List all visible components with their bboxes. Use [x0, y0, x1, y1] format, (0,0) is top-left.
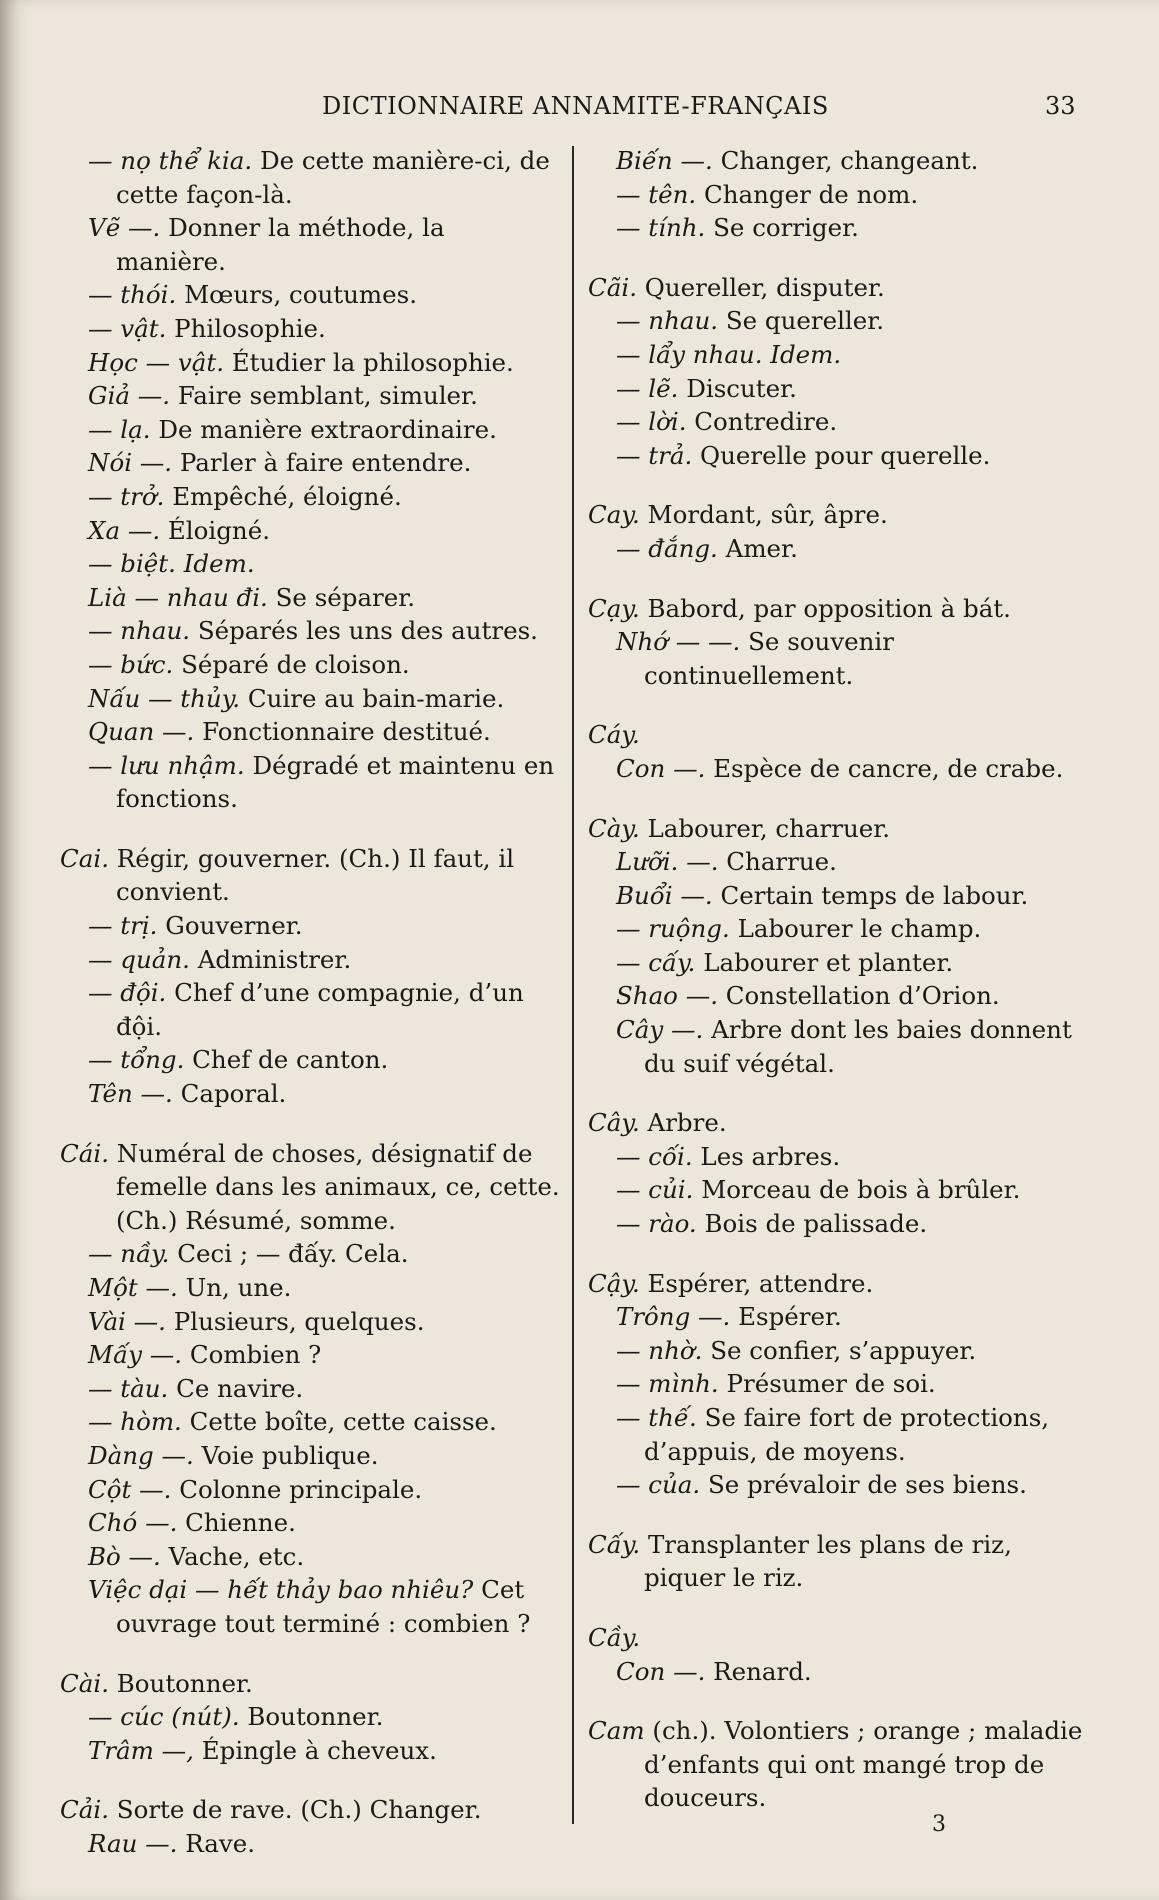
entry-definition: Babord, par opposition à bát.	[647, 593, 1011, 623]
entry-definition: Chienne.	[185, 1508, 296, 1538]
left-column	[60, 144, 560, 1861]
sub-entry	[588, 1300, 1088, 1334]
entry-term: — cấy.	[616, 947, 696, 977]
entry-definition: Philosophie.	[174, 313, 326, 343]
sub-entry	[588, 752, 1088, 786]
headword-entry	[60, 1793, 560, 1827]
entry-term: Cạy.	[588, 593, 640, 623]
entry-definition: Discuter.	[686, 373, 797, 403]
entry-definition: Labourer le champ.	[737, 914, 982, 944]
entry-definition: Dégradé et maintenu en fonctions.	[116, 750, 555, 814]
entry-term: Trâm —,	[88, 1735, 194, 1765]
entry-term: — đội.	[88, 978, 167, 1008]
entry-definition: Se séparer.	[275, 582, 416, 612]
entry-term: — lưu nhậm.	[88, 750, 245, 780]
sub-entry	[60, 346, 560, 380]
sub-entry	[60, 1506, 560, 1540]
entry-term: Cày.	[588, 813, 640, 843]
entry-definition: Gouverner.	[165, 911, 303, 941]
sub-entry	[588, 532, 1088, 566]
sub-entry	[588, 178, 1088, 212]
entry-definition: Se confier, s’appuyer.	[710, 1335, 977, 1365]
entry-term: Nhớ — —.	[616, 627, 741, 657]
entry-term: Cai.	[60, 843, 109, 873]
entry-definition: Combien ?	[189, 1340, 322, 1370]
entry-gap	[60, 816, 560, 842]
entry-definition: Chef de canton.	[192, 1045, 389, 1075]
entry-definition: Espérer.	[738, 1302, 842, 1332]
entry-gap	[588, 1595, 1088, 1621]
headword-entry	[588, 271, 1088, 305]
entry-term: — lời.	[616, 407, 687, 437]
entry-term: Nói —.	[88, 448, 173, 478]
sub-entry	[588, 144, 1088, 178]
headword-entry	[588, 812, 1088, 846]
entry-definition: Labourer, charruer.	[647, 813, 891, 843]
entry-definition: Rave.	[185, 1828, 256, 1858]
entry-term: Cầy.	[588, 1622, 641, 1652]
sub-entry	[60, 1305, 560, 1339]
entry-definition: Cette boîte, cette caisse.	[189, 1407, 497, 1437]
sub-entry	[588, 1655, 1088, 1689]
headword-entry	[588, 592, 1088, 626]
right-column	[588, 144, 1088, 1815]
sub-entry	[588, 1367, 1088, 1401]
entry-definition: Chef d’une compagnie, d’un đội.	[116, 978, 524, 1041]
entry-definition: Querelle pour querelle.	[700, 440, 991, 470]
sub-entry	[588, 879, 1088, 913]
sub-entry	[588, 1401, 1088, 1468]
entry-term: Nấu — thủy.	[88, 683, 241, 713]
entry-term: — củi.	[616, 1175, 694, 1205]
entry-definition: Numéral de choses, désignatif de femelle dans les animaux, ce, cette. (Ch.) Résumé, somme.	[116, 1138, 560, 1235]
entry-term: — tên.	[616, 179, 697, 209]
headword-entry	[588, 1621, 1088, 1655]
sub-entry	[588, 1207, 1088, 1241]
entry-definition: Voie publique.	[201, 1440, 379, 1470]
entry-term: Việc dại — hết thảy bao nhiêu?	[88, 1575, 474, 1605]
entry-term: Dàng —.	[88, 1440, 194, 1470]
headword-entry	[588, 718, 1088, 752]
entry-gap	[588, 1502, 1088, 1528]
entry-definition: Arbre.	[647, 1108, 727, 1138]
sub-entry	[588, 845, 1088, 879]
entry-definition: Se prévaloir de ses biens.	[707, 1470, 1027, 1500]
entry-term: Một —.	[88, 1273, 178, 1302]
sub-entry	[60, 1372, 560, 1406]
entry-definition: Labourer et planter.	[703, 947, 954, 977]
entry-term: — lạ.	[88, 414, 151, 444]
entry-definition: Séparé de cloison.	[181, 649, 410, 679]
entry-term: — thế.	[616, 1403, 697, 1432]
sub-entry	[588, 1334, 1088, 1368]
entry-definition: Se corriger.	[713, 213, 859, 243]
sub-entry	[60, 1439, 560, 1473]
entry-definition: De manière extraordinaire.	[158, 414, 497, 444]
entry-definition: Caporal.	[180, 1079, 287, 1109]
entry-gap	[588, 245, 1088, 271]
entry-definition: Mordant, sûr, âpre.	[647, 500, 888, 530]
headword-entry	[60, 1137, 560, 1238]
entry-definition: Morceau de bois à brûler.	[701, 1175, 1021, 1205]
entry-term: — ruộng.	[616, 914, 730, 944]
entry-term: Vẽ —.	[88, 213, 161, 243]
entry-term: Biến —.	[616, 146, 713, 175]
entry-definition: De cette manière-ci, de cette façon-là.	[116, 146, 550, 209]
entry-definition: Ceci ; — đấy. Cela.	[177, 1239, 409, 1269]
entry-term: Học — vật.	[88, 347, 224, 377]
entry-term: — lẩy nhau.	[616, 339, 763, 369]
sub-entry	[60, 943, 560, 977]
entry-term: Vài —.	[88, 1306, 166, 1336]
entry-definition: Renard.	[713, 1656, 812, 1686]
entry-definition: Fonctionnaire destitué.	[202, 717, 491, 747]
entry-definition: Charrue.	[726, 847, 837, 877]
entry-term: — của.	[616, 1470, 701, 1500]
sub-entry	[60, 480, 560, 514]
entry-definition: Transplanter les plans de riz, piquer le riz.	[644, 1529, 1012, 1593]
sub-entry	[60, 514, 560, 548]
entry-definition: Donner la méthode, la manière.	[116, 213, 445, 276]
entry-definition: Contredire.	[694, 407, 838, 437]
entry-definition: Se faire fort de protections, d’appuis, de moyens.	[644, 1403, 1050, 1466]
sub-entry	[60, 715, 560, 749]
sub-entry	[60, 413, 560, 447]
entry-term: — tổng.	[88, 1045, 185, 1075]
entry-term: — hòm.	[88, 1407, 182, 1437]
entry-definition: Amer.	[725, 533, 798, 563]
entry-term: — nhau.	[616, 306, 719, 336]
sub-entry	[60, 446, 560, 480]
sub-entry	[60, 1077, 560, 1111]
entry-definition: Étudier la philosophie.	[231, 347, 514, 377]
entry-gap	[588, 786, 1088, 812]
entry-term: — nầy.	[88, 1239, 170, 1269]
signature-mark: 3	[932, 1812, 946, 1837]
entry-term: — mình.	[616, 1369, 719, 1399]
entry-term: — bức.	[88, 649, 174, 679]
entry-definition: Séparés les uns des autres.	[197, 616, 538, 646]
entry-definition: Vache, etc.	[168, 1541, 305, 1571]
sub-entry	[588, 1173, 1088, 1207]
sub-entry	[588, 1140, 1088, 1174]
entry-term: — cúc (nút).	[88, 1702, 240, 1732]
entry-term: — thói.	[88, 280, 177, 310]
column-divider	[572, 146, 574, 1824]
entry-term: Chó —.	[88, 1508, 178, 1538]
entry-term: Buổi —.	[616, 880, 713, 910]
entry-term: Cam	[588, 1716, 645, 1746]
headword-entry	[588, 1528, 1088, 1595]
entry-definition: Changer de nom.	[704, 179, 919, 209]
sub-entry	[60, 909, 560, 943]
entry-term: Cột —.	[88, 1474, 172, 1504]
entry-term: — trả.	[616, 440, 693, 470]
entry-term: Cáy.	[588, 720, 640, 750]
entry-term: — cối.	[616, 1141, 693, 1171]
entry-gap	[588, 1080, 1088, 1106]
entry-definition: Cuire au bain-marie.	[247, 683, 505, 713]
entry-term: — nhau.	[88, 616, 191, 646]
sub-entry	[60, 976, 560, 1043]
sub-entry	[588, 304, 1088, 338]
entry-term: Cậy.	[588, 1268, 640, 1298]
entry-definition: Idem.	[183, 549, 255, 579]
entry-definition: Arbre dont les baies donnent du suif végétal.	[644, 1015, 1072, 1078]
entry-definition: Boutonner.	[116, 1668, 253, 1698]
entry-definition: Empêché, éloigné.	[172, 481, 402, 511]
entry-term: — đắng.	[616, 533, 718, 563]
entry-term: — trở.	[88, 481, 165, 511]
entry-definition: Éloigné.	[167, 515, 270, 545]
sub-entry	[60, 749, 560, 816]
entry-definition: Ce navire.	[176, 1373, 304, 1403]
entry-term: — nọ thể kia.	[88, 146, 253, 175]
entry-definition: Plusieurs, quelques.	[173, 1306, 425, 1336]
entry-definition: Administrer.	[197, 944, 352, 974]
entry-definition: Épingle à cheveux.	[201, 1735, 437, 1765]
sub-entry	[60, 1271, 560, 1305]
entry-gap	[60, 1767, 560, 1793]
entry-definition: Changer, changeant.	[720, 146, 979, 175]
entry-gap	[588, 566, 1088, 592]
entry-definition: Parler à faire entendre.	[179, 448, 472, 478]
entry-definition: (ch.). Volontiers ; orange ; maladie d’enfants qui ont mangé trop de douceurs.	[644, 1716, 1083, 1813]
entry-term: Cay.	[588, 500, 640, 530]
entry-term: Cải.	[60, 1795, 109, 1825]
entry-term: — rào.	[616, 1209, 697, 1239]
entry-definition: Un, une.	[185, 1273, 292, 1302]
headword-entry	[588, 1714, 1088, 1815]
entry-gap	[588, 692, 1088, 718]
entry-term: — vật.	[88, 313, 167, 343]
entry-term: — quản.	[88, 944, 190, 974]
entry-gap	[60, 1641, 560, 1667]
sub-entry	[60, 1700, 560, 1734]
sub-entry	[588, 211, 1088, 245]
entry-term: Xa —.	[88, 515, 161, 545]
entry-term: Con —.	[616, 753, 706, 783]
sub-entry	[60, 1473, 560, 1507]
sub-entry	[60, 379, 560, 413]
entry-term: — tàu.	[88, 1373, 169, 1403]
sub-entry	[60, 614, 560, 648]
sub-entry	[60, 211, 560, 278]
entry-definition: Quereller, disputer.	[644, 272, 885, 302]
entry-definition: Certain temps de labour.	[720, 880, 1029, 910]
entry-definition: Cet ouvrage tout terminé : combien ?	[116, 1575, 531, 1638]
entry-definition: Constellation d’Orion.	[725, 981, 1000, 1011]
entry-term: Tên —.	[88, 1079, 173, 1109]
entry-term: — lẽ.	[616, 373, 679, 403]
sub-entry	[588, 912, 1088, 946]
entry-definition: Boutonner.	[247, 1702, 384, 1732]
entry-term: — trị.	[88, 911, 158, 941]
sub-entry	[588, 979, 1088, 1013]
sub-entry	[588, 1013, 1088, 1080]
headword-entry	[588, 1106, 1088, 1140]
sub-entry	[588, 1468, 1088, 1502]
entry-term: — nhờ.	[616, 1335, 703, 1365]
sub-entry	[60, 1827, 560, 1861]
entry-term: Cãi.	[588, 272, 637, 302]
entry-term: Trông —.	[616, 1302, 731, 1332]
sub-entry	[60, 1237, 560, 1271]
entry-definition: Espérer, attendre.	[647, 1268, 874, 1298]
entry-definition: Les arbres.	[700, 1141, 841, 1171]
entry-term: Cây —.	[616, 1015, 704, 1045]
entry-gap	[60, 1111, 560, 1137]
entry-definition: Faire semblant, simuler.	[177, 381, 478, 411]
entry-term: Lưỡi. —.	[616, 847, 719, 877]
entry-term: Giả —.	[88, 381, 171, 411]
sub-entry	[60, 547, 560, 581]
sub-entry	[588, 372, 1088, 406]
page-number: 33	[1045, 92, 1076, 120]
entry-term: Cây.	[588, 1108, 640, 1138]
entry-gap	[588, 1241, 1088, 1267]
entry-definition: Présumer de soi.	[726, 1369, 936, 1399]
sub-entry	[588, 439, 1088, 473]
entry-definition: Espèce de cancre, de crabe.	[713, 753, 1064, 783]
entry-term: Cài.	[60, 1668, 109, 1698]
entry-term: Bò —.	[88, 1541, 161, 1571]
entry-term: Cấy.	[588, 1529, 641, 1559]
entry-definition: Idem.	[770, 339, 842, 369]
sub-entry	[60, 648, 560, 682]
entry-term: Con —.	[616, 1656, 706, 1686]
entry-definition: Sorte de rave. (Ch.) Changer.	[116, 1795, 482, 1825]
entry-term: Cái.	[60, 1138, 109, 1168]
sub-entry	[60, 1540, 560, 1574]
sub-entry	[588, 946, 1088, 980]
entry-term: Lià — nhau đi.	[88, 582, 268, 612]
entry-gap	[588, 472, 1088, 498]
headword-entry	[60, 1667, 560, 1701]
sub-entry	[60, 1338, 560, 1372]
sub-entry	[60, 144, 560, 211]
page-header	[0, 92, 1159, 132]
entry-definition: Colonne principale.	[179, 1474, 423, 1504]
sub-entry	[588, 405, 1088, 439]
entry-term: — biệt.	[88, 549, 176, 579]
headword-entry	[60, 842, 560, 909]
sub-entry	[60, 1405, 560, 1439]
entry-definition: Bois de palissade.	[704, 1209, 928, 1239]
sub-entry	[60, 312, 560, 346]
sub-entry	[60, 1734, 560, 1768]
sub-entry	[60, 1573, 560, 1640]
entry-term: Rau —.	[88, 1828, 178, 1858]
entry-gap	[588, 1688, 1088, 1714]
sub-entry	[60, 682, 560, 716]
headword-entry	[588, 1267, 1088, 1301]
entry-definition: Se quereller.	[725, 306, 885, 336]
entry-term: Mấy —.	[88, 1340, 183, 1370]
entry-definition: Mœurs, coutumes.	[184, 280, 418, 310]
entry-definition: Régir, gouverner. (Ch.) Il faut, il convient.	[116, 843, 515, 907]
entry-definition: Se souvenir continuellement.	[644, 627, 894, 690]
entry-term: Shao —.	[616, 981, 718, 1011]
sub-entry	[588, 625, 1088, 692]
sub-entry	[588, 338, 1088, 372]
sub-entry	[60, 1043, 560, 1077]
running-title: DICTIONNAIRE ANNAMITE-FRANÇAIS	[322, 92, 829, 120]
sub-entry	[60, 278, 560, 312]
entry-term: Quan —.	[88, 717, 195, 747]
sub-entry	[60, 581, 560, 615]
headword-entry	[588, 498, 1088, 532]
entry-term: — tính.	[616, 213, 706, 243]
